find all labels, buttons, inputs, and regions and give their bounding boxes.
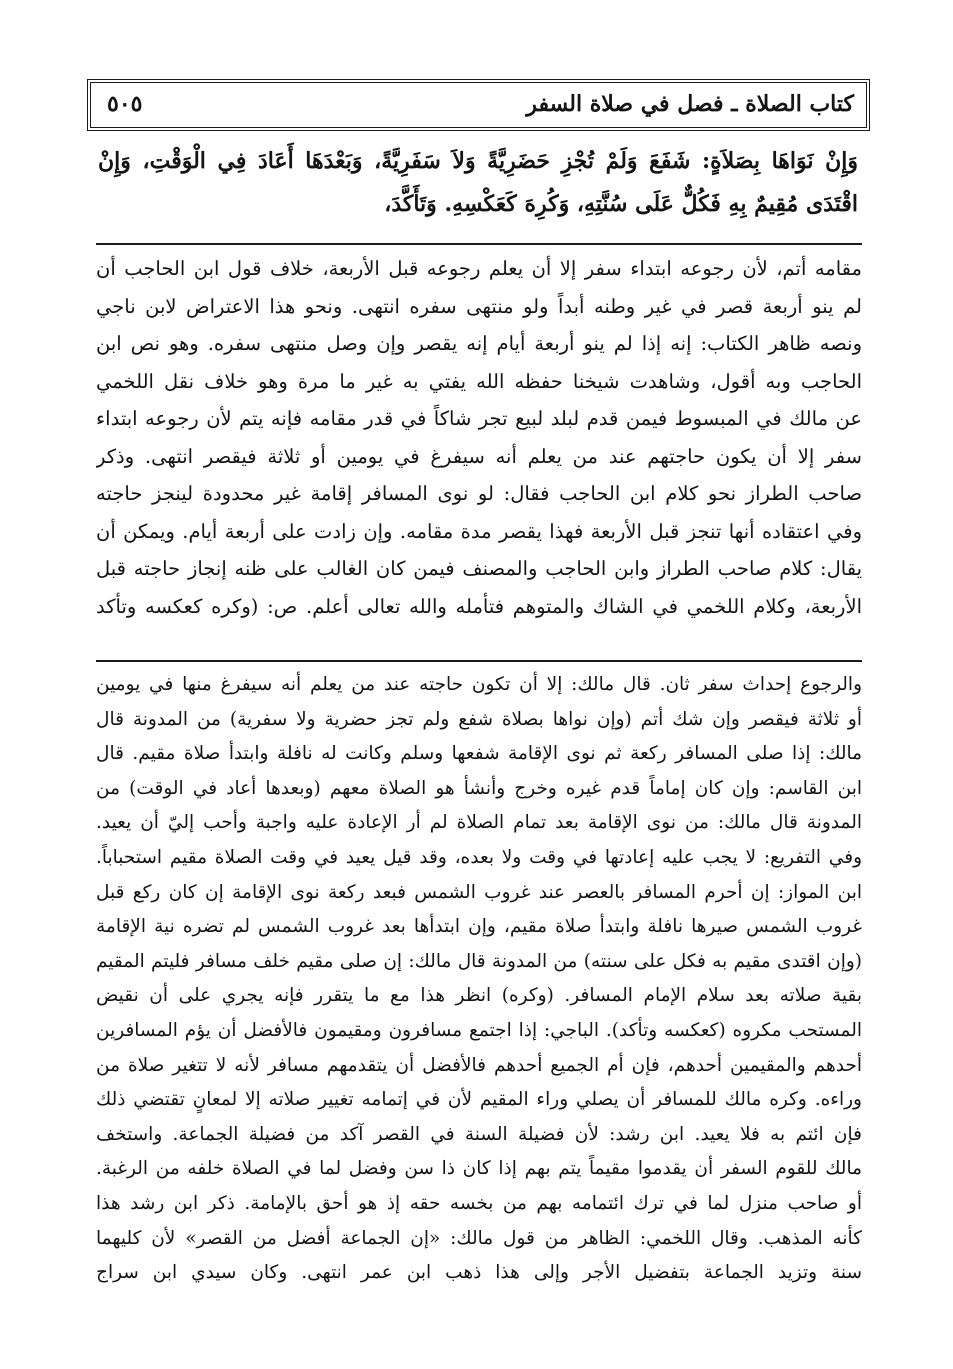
text-line: مالك للقوم السفر أن يقدموا مقيماً يتم بهم إذا كان ذا سن وفضل لما في الصلاة خلفه من الرغبة.	[96, 1158, 862, 1180]
text-line: ونصه ظاهر الكتاب: إنه إذا لم ينو أربعة أيام إنه يقصر وإن وصل منتهى سفره. وهو نص ابن	[96, 332, 862, 355]
text-line: ابن القاسم: وإن كان إماماً قدم غيره وخرج وأنشأ هو الصلاة معهم (وبعدها أعاد في الوقت) من	[96, 777, 862, 799]
text-line: وراءه. وكره مالك للمسافر أن يصلي وراء المقيم لأن في إتمامه تغيير صلاته إلا لمعانٍ تقتضي ذلك	[96, 1089, 862, 1111]
text-line: الأربعة، وكلام اللخمي في الشاك والمتوهم فتأمله والله تعالى أعلم. ص: (وكره كعكسه وتأكد	[96, 594, 862, 618]
page-number: ٥٠٥	[107, 91, 143, 117]
text-line: الحاجب وبه أقول، وشاهدت شيخنا حفظه الله يفتي به غير ما مرة وهو خلاف نقل اللخمي	[96, 369, 862, 393]
text-line: سفر إلا أن يكون حاجتهم عند من يعلم أنه سيفرغ في يومين أو ثلاثة فيقصر انتهى. وذكر	[96, 444, 862, 468]
divider-rule	[96, 243, 862, 245]
text-line: مالك: إذا صلى المسافر ركعة ثم نوى الإقامة شفعها وسلم وكانت له نافلة وابتدأ صلاة مقيم. قال	[96, 743, 862, 765]
text-line: كأنه المذهب. وقال اللخمي: الظاهر من قول مالك: «إن الجماعة أفضل من القصر» لأن كليهما	[96, 1227, 862, 1249]
text-line: صاحب الطراز نحو كلام ابن الحاجب فقال: لو نوى المسافر إقامة غير محدودة لينجز حاجته	[96, 482, 862, 505]
text-line: والرجوع إحداث سفر ثان. قال مالك: إلا أن تكون حاجته عند من يعلم أنه سيفرغ منها في يومين	[96, 674, 862, 695]
text-line: فإن ائتم به فلا يعيد. ابن رشد: لأن فضيلة السنة في القصر آكد من فضيلة الجماعة. واستخف	[96, 1123, 862, 1145]
text-line: المدونة قال مالك: من نوى الإقامة بعد تمام الصلاة لم أر الإعادة عليه واجبة وأحب إليّ أن يعيد.	[96, 812, 862, 834]
text-line: أحدهم والمقيمين أحدهم، فإن أم الجميع أحدهم فالأفضل أن يتقدمهم مسافر لأنه لا تتغير صلاة من	[96, 1054, 862, 1076]
text-line: عن مالك في المبسوط فيمن قدم لبلد لبيع تجر شاكاً في قدر مقامه فإنه يتم لأن رجوعه ابتداء	[96, 407, 862, 430]
text-line: يقال: كلام صاحب الطراز وابن الحاجب والمصنف فيمن كان الغالب على ظنه إنجاز حاجته قبل	[96, 557, 862, 580]
text-line: مقامه أتم، لأن رجوعه ابتداء سفر إلا أن يعلم رجوعه قبل الأربعة، خلاف قول ابن الحاجب أن	[96, 257, 862, 280]
text-line: أو ثلاثة فيقصر وإن شك أتم (وإن نواها بصلاة شفع ولم تجز حضرية ولا سفرية) من المدونة قال	[96, 708, 862, 730]
text-line: أو صاحب منزل لما في ترك ائتمامه بهم من بخسه حقه إذ هو أحق بالإمامة. ذكر ابن رشد هذا	[96, 1192, 862, 1214]
commentary-block-2	[96, 668, 862, 1291]
text-line: (وإن اقتدى مقيم به فكل على سنته) من المدونة قال مالك: إن صلى مقيم خلف مسافر فليتم المقيم	[96, 950, 862, 972]
divider-rule	[96, 660, 862, 662]
text-line: سنة وتزيد الجماعة بتفضيل الأجر وإلى هذا ذهب ابن عمر انتهى. وكان سيدي ابن سراج	[96, 1262, 862, 1284]
chapter-title: كتاب الصلاة ـ فصل في صلاة السفر	[526, 91, 854, 117]
text-line: غروب الشمس صيرها نافلة وابتدأ صلاة مقيم، وإن ابتدأها بعد غروب الشمس لم تضره نية الإقامة	[96, 916, 862, 938]
text-line: وفي التفريع: لا يجب عليه إعادتها في وقت ولا بعده، وقد قيل يعيد في وقت الصلاة مقيم استحباباً.	[96, 846, 862, 868]
running-header	[90, 82, 867, 128]
text-line: لم ينو أربعة قصر في غير وطنه أبداً ولو منتهى سفره انتهى. ونحو هذا الاعتراض لابن ناجي	[96, 294, 862, 318]
commentary-block-1	[96, 250, 862, 625]
text-line: المستحب مكروه (كعكسه وتأكد). الباجي: إذا اجتمع مسافرون ومقيمون فالأفضل أن يؤم المسافرين	[96, 1019, 862, 1041]
text-line: ابن المواز: إن أحرم المسافر بالعصر عند غروب الشمس فبعد ركعة نوى الإقامة إن كان ركع قبل	[96, 881, 862, 903]
text-line: وفي اعتقاده أنها تنجز قبل الأربعة فهذا يقصر مدة مقامه. وإن زادت على أربعة أيام. ويمكن أن	[96, 519, 862, 543]
text-line: بقية صلاته بعد سلام الإمام المسافر. (وكره) انظر هذا مع ما يتقرر فإنه يجري على أن نقيض	[96, 985, 862, 1007]
matn-text: وَإِنْ نَوَاهَا بِصَلاَةٍ: شَفَعَ وَلَمْ تُجْزِ حَضَرِيَّةً وَلاَ سَفَرِيَّةً، وَبَعْدَهَا أَعَادَ فِي الْوَقْتِ، وَإِنْ اقْتَدَى مُقِيمٌ بِهِ فَكُلٌّ عَلَى سُنَّتِهِ، وَكُرِهَ كَعَكْسِهِ. وَتَأَكَّدَ،	[98, 148, 858, 217]
